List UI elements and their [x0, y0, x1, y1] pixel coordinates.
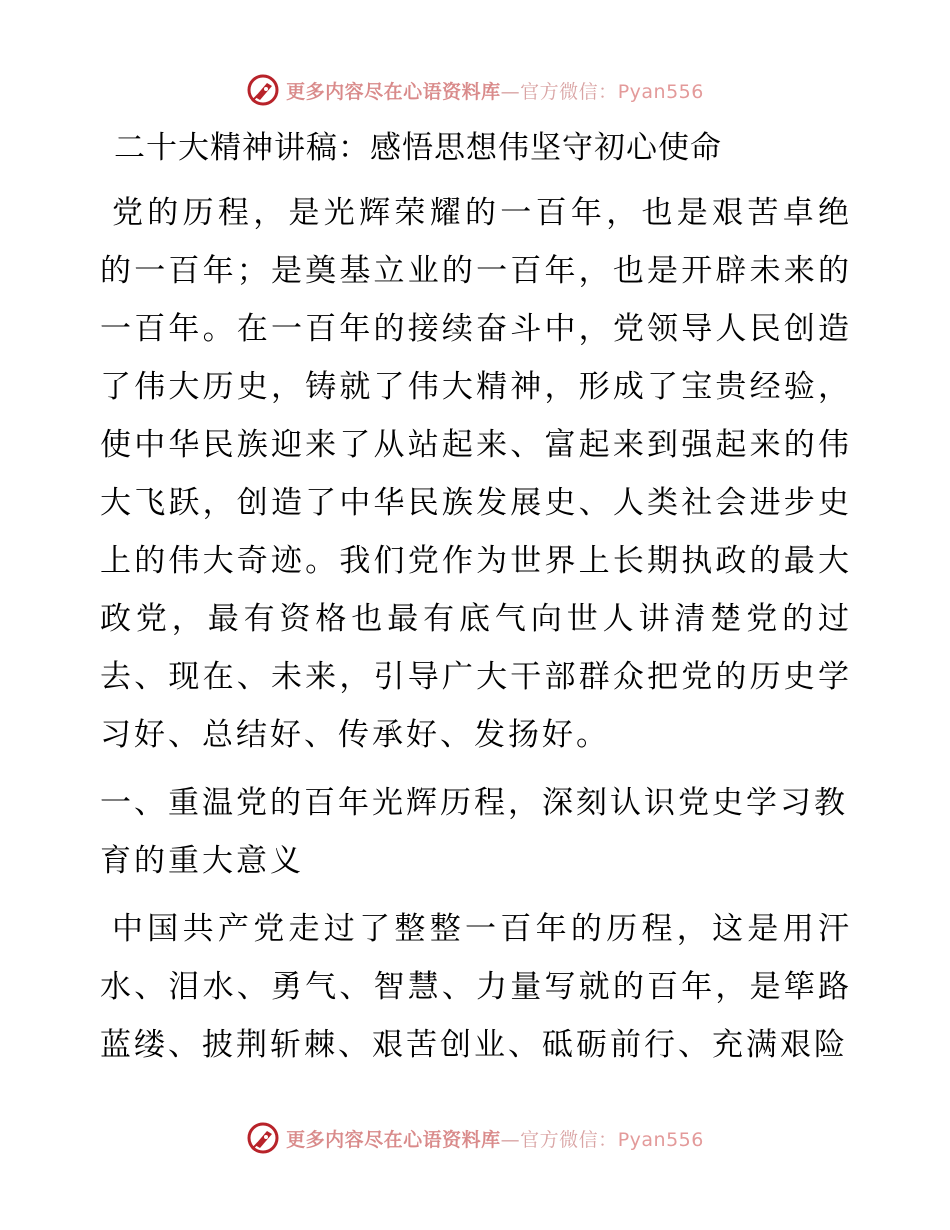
banner-wechat-id: Pyan556: [617, 80, 704, 103]
header-banner: [0, 70, 950, 110]
paragraph-1: [100, 184, 852, 764]
banner-dash: —: [500, 1128, 521, 1151]
footer-banner-text: [286, 1125, 704, 1152]
footer-banner-inner: [246, 1121, 704, 1155]
section-heading-1: [100, 774, 852, 890]
banner-dash: —: [500, 80, 521, 103]
paragraph-1-text: 党的历程，是光辉荣耀的一百年，也是艰苦卓绝的一百年；是奠基立业的一百年，也是开辟未来的一百年。在一百年的接续奋斗中，党领导人民创造了伟大历史，铸就了伟大精神，形成了宝贵经验，使中华民族迎来了从站起来、富起来到强起来的伟大飞跃，创造了中华民族发展史、人类社会进步史上的伟大奇迹。我们党作为世界上长期执政的最大政党，最有资格也最有底气向世人讲清楚党的过去、现在、未来，引导广大干部群众把党的历史学习好、总结好、传承好、发扬好。: [100, 195, 852, 753]
pen-nib-circle-icon: [246, 73, 280, 107]
pen-nib-circle-icon: [246, 1121, 280, 1155]
banner-site-name: 更多内容尽在心语资料库: [286, 80, 501, 103]
banner-wechat-label: 官方微信：: [520, 80, 618, 103]
banner-wechat-id: Pyan556: [617, 1128, 704, 1151]
paragraph-2-text: 中国共产党走过了整整一百年的历程，这是用汗水、泪水、勇气、智慧、力量写就的百年，是筚路蓝缕、披荆斩棘、艰苦创业、砥砺前行、充满艰险: [100, 911, 852, 1063]
footer-banner: [0, 1118, 950, 1158]
header-banner-text: [286, 77, 704, 104]
paragraph-2: [100, 900, 852, 1074]
banner-site-name: 更多内容尽在心语资料库: [286, 1128, 501, 1151]
banner-wechat-label: 官方微信：: [520, 1128, 618, 1151]
section-heading-1-text: 一、重温党的百年光辉历程，深刻认识党史学习教育的重大意义: [100, 785, 848, 879]
document-body: [100, 120, 852, 1084]
document-title: 二十大精神讲稿：感悟思想伟坚守初心使命: [114, 130, 722, 166]
header-banner-inner: [246, 73, 704, 107]
